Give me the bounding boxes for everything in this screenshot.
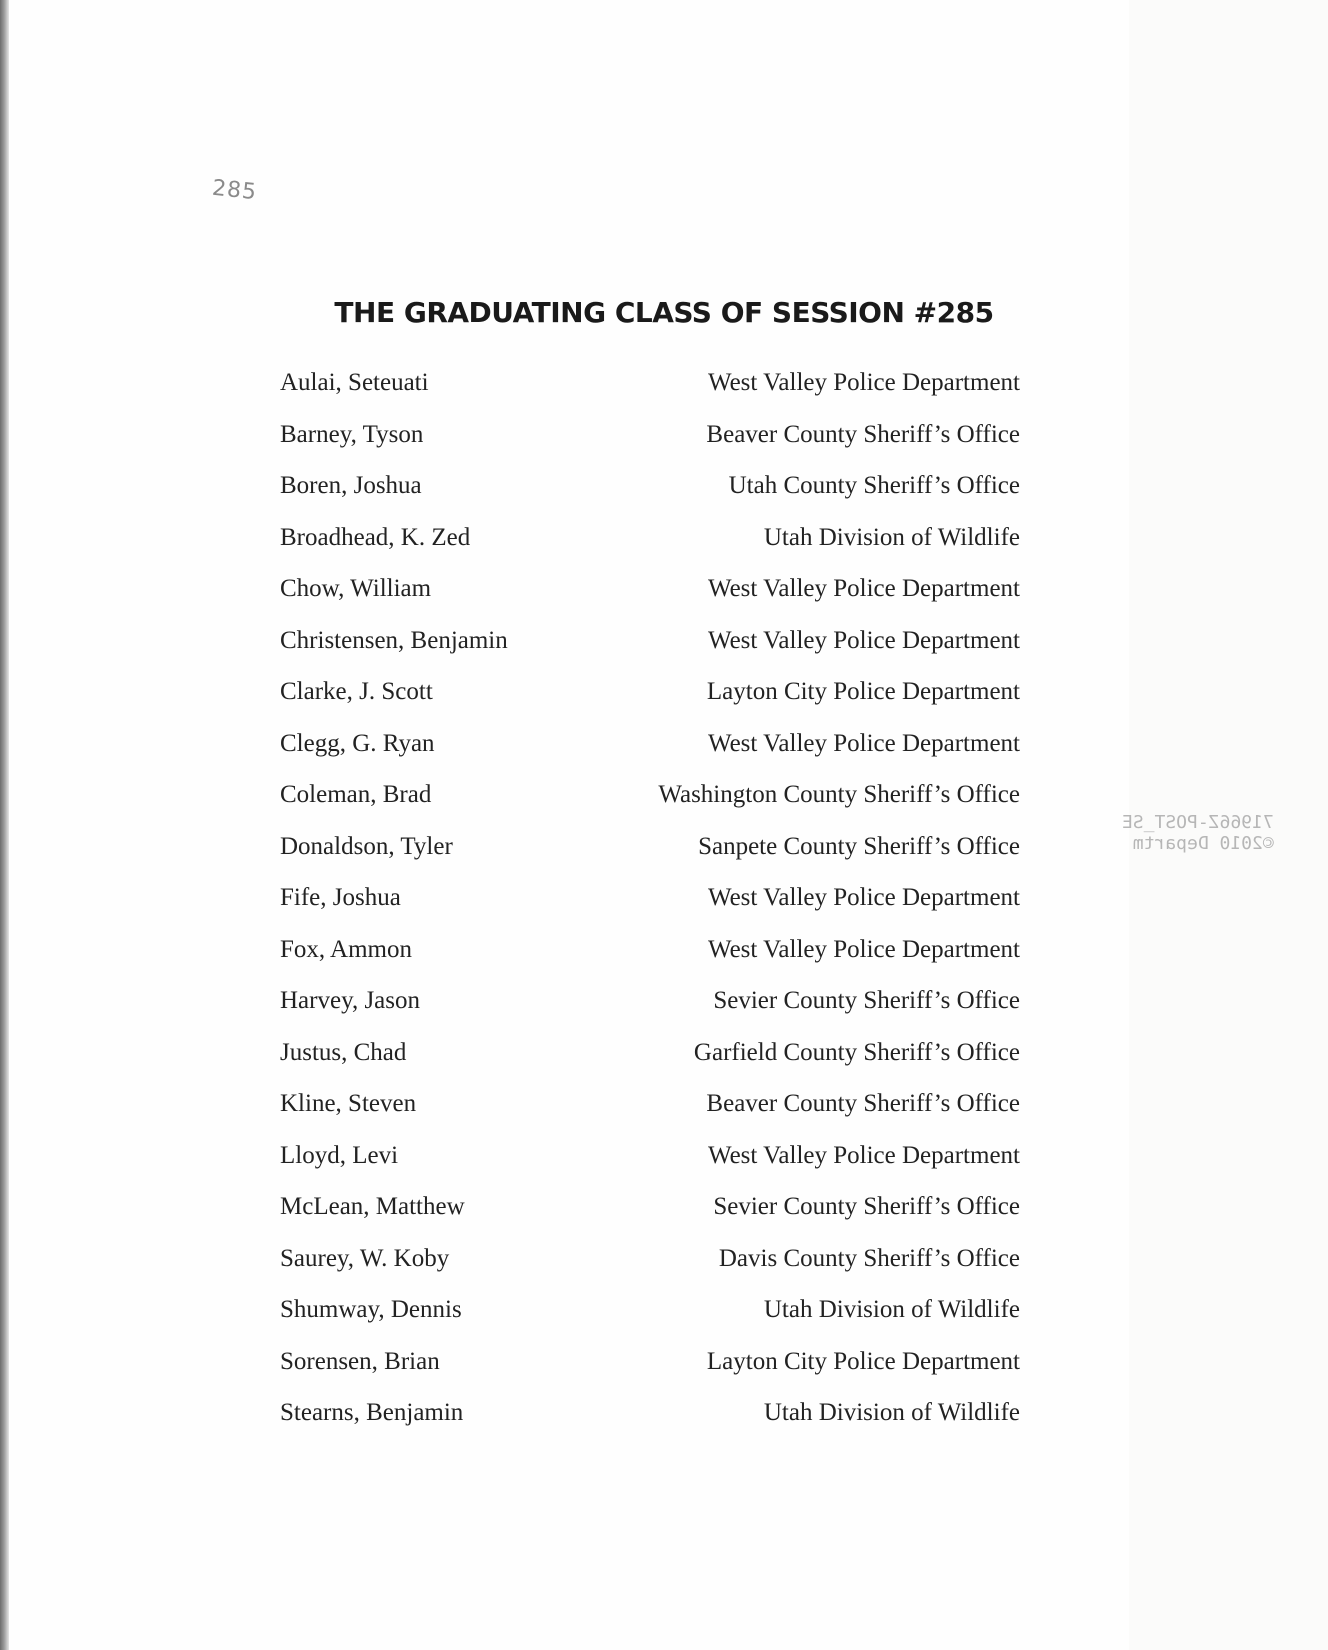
graduate-row — [280, 1347, 1020, 1399]
graduate-row — [280, 1038, 1020, 1090]
graduate-agency: Sanpete County Sheriff’s Office — [698, 832, 1020, 860]
graduate-agency: Washington County Sheriff’s Office — [658, 781, 1020, 808]
handwritten-page-number: 285 — [210, 175, 259, 206]
graduate-agency: Utah Division of Wildlife — [763, 1296, 1020, 1323]
graduate-agency: West Valley Police Department — [707, 369, 1020, 396]
graduate-row — [280, 574, 1020, 626]
graduate-row — [280, 1141, 1020, 1193]
scan-left-edge — [0, 0, 9, 1650]
graduate-name: Barney, Tyson — [280, 420, 424, 448]
graduate-agency: Utah County Sheriff’s Office — [728, 472, 1020, 499]
graduate-agency: Utah Division of Wildlife — [763, 1399, 1020, 1426]
graduate-agency: West Valley Police Department — [707, 729, 1020, 757]
graduate-name: Chow, William — [280, 575, 432, 602]
graduate-row — [280, 626, 1020, 678]
graduate-row — [280, 729, 1020, 781]
graduate-row — [280, 986, 1020, 1038]
graduate-row — [280, 1192, 1020, 1244]
graduate-name: Donaldson, Tyler — [280, 832, 453, 860]
graduate-name: Clarke, J. Scott — [280, 678, 433, 705]
graduate-name: Saurey, W. Koby — [280, 1244, 450, 1272]
graduate-row — [280, 1089, 1020, 1141]
graduate-agency: Layton City Police Department — [706, 678, 1020, 705]
graduate-name: Kline, Steven — [280, 1090, 417, 1117]
graduate-agency: Layton City Police Department — [706, 1347, 1020, 1375]
graduate-name: Fox, Ammon — [280, 935, 412, 963]
graduate-row — [280, 677, 1020, 729]
graduate-agency: West Valley Police Department — [707, 626, 1020, 654]
graduate-row — [280, 1244, 1020, 1296]
graduate-row — [280, 832, 1020, 884]
graduate-agency: Sevier County Sheriff’s Office — [713, 1193, 1020, 1220]
copyright-stamp — [1122, 812, 1274, 854]
graduate-agency: Beaver County Sheriff’s Office — [706, 1090, 1020, 1117]
graduate-name: Boren, Joshua — [280, 472, 422, 499]
graduate-name: Clegg, G. Ryan — [280, 729, 435, 757]
graduate-name: Sorensen, Brian — [280, 1347, 440, 1375]
graduate-row — [280, 471, 1020, 523]
stamp-line-2: ©2010 Departm — [1132, 833, 1274, 854]
graduate-roster — [280, 368, 1020, 1450]
graduate-name: Fife, Joshua — [280, 884, 401, 911]
graduate-name: Coleman, Brad — [280, 781, 432, 808]
graduate-name: Shumway, Dennis — [280, 1296, 462, 1323]
graduate-name: Lloyd, Levi — [280, 1141, 399, 1169]
graduate-agency: West Valley Police Department — [707, 884, 1020, 911]
graduate-name: Christensen, Benjamin — [280, 626, 508, 654]
graduate-agency: Beaver County Sheriff’s Office — [706, 420, 1020, 448]
graduate-name: Broadhead, K. Zed — [280, 523, 471, 551]
graduate-row — [280, 780, 1020, 832]
stamp-line-1: 71966Z-POST_SE — [1122, 812, 1274, 833]
graduate-row — [280, 1398, 1020, 1450]
graduate-agency: Davis County Sheriff’s Office — [718, 1244, 1020, 1272]
graduate-agency: Garfield County Sheriff’s Office — [693, 1038, 1020, 1066]
graduate-name: Aulai, Seteuati — [280, 369, 429, 396]
graduate-name: Justus, Chad — [280, 1038, 407, 1066]
graduate-agency: Utah Division of Wildlife — [763, 523, 1020, 551]
graduate-row — [280, 420, 1020, 472]
document-title: THE GRADUATING CLASS OF SESSION #285 — [334, 296, 994, 329]
graduate-row — [280, 935, 1020, 987]
graduate-agency: West Valley Police Department — [707, 1141, 1020, 1169]
graduate-name: McLean, Matthew — [280, 1193, 465, 1220]
graduate-name: Harvey, Jason — [280, 987, 421, 1014]
graduate-row — [280, 368, 1020, 420]
graduate-row — [280, 1295, 1020, 1347]
graduate-row — [280, 523, 1020, 575]
graduate-name: Stearns, Benjamin — [280, 1399, 464, 1426]
graduate-agency: West Valley Police Department — [707, 575, 1020, 602]
graduate-agency: Sevier County Sheriff’s Office — [713, 987, 1020, 1014]
graduate-agency: West Valley Police Department — [707, 935, 1020, 963]
graduate-row — [280, 883, 1020, 935]
